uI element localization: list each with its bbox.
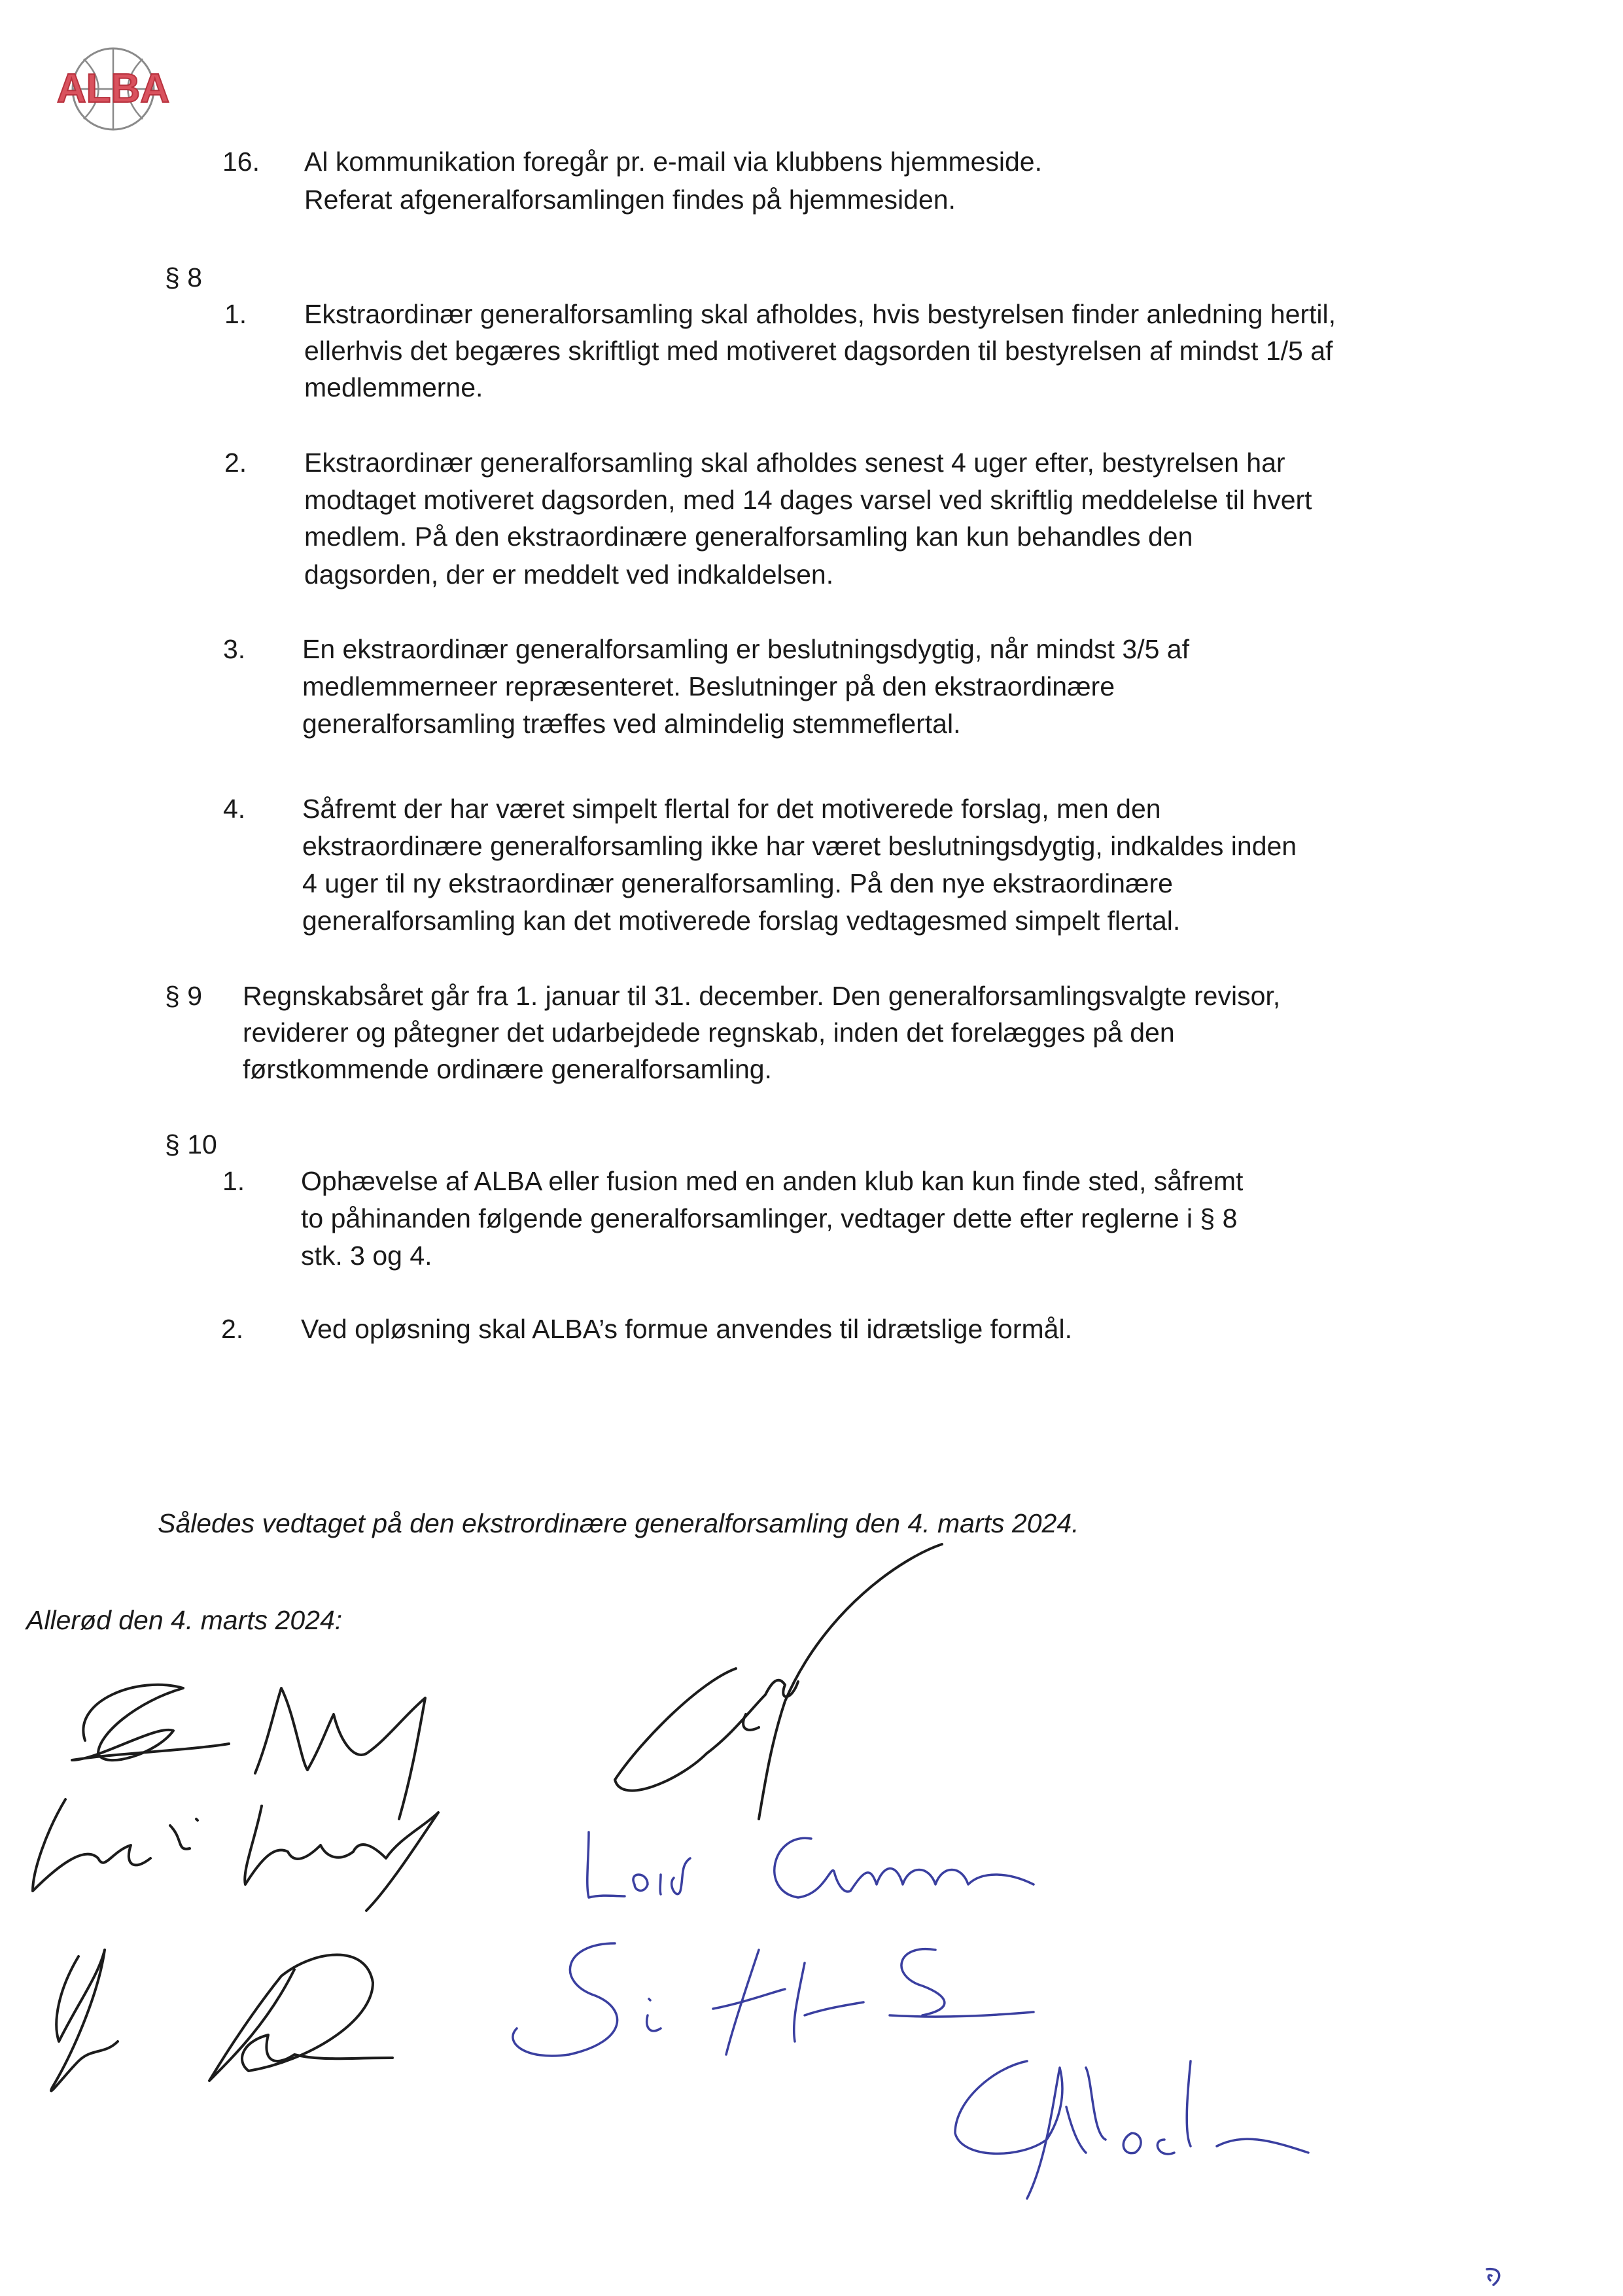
s8-p4-line-3: 4 uger til ny ekstraordinær generalforsamling. På den nye ekstraordinære (302, 868, 1173, 898)
s8-p3-number: 3. (223, 634, 246, 664)
item-16-line-2: Referat afgeneralforsamlingen findes på hjemmesiden. (304, 185, 956, 215)
s8-p4-line-1: Såfremt der har været simpelt flertal for det motiverede forslag, men den (302, 794, 1161, 824)
signature-left-3 (20, 1930, 425, 2107)
signature-right-4 (916, 2041, 1335, 2212)
s8-p1-number: 1. (224, 299, 247, 329)
closing-statement: Således vedtaget på den ekstrordinære generalforsamling den 4. marts 2024. (158, 1508, 1079, 1538)
s9-line-2: reviderer og påtegner det udarbejdede regnskab, inden det forelægges på den (243, 1017, 1175, 1048)
signature-right-2 (576, 1812, 1151, 1924)
signature-right-1 (602, 1518, 968, 1832)
section-10-heading: § 10 (165, 1129, 217, 1159)
s8-p4-line-2: ekstraordinære generalforsamling ikke har været beslutningsdygtig, indkaldes inden (302, 831, 1297, 861)
s8-p3-line-3: generalforsamling træffes ved almindelig stemmeflertal. (302, 709, 961, 739)
s8-p2-line-4: dagsorden, der er meddelt ved indkaldelsen. (304, 559, 834, 590)
s10-p1-line-3: stk. 3 og 4. (301, 1241, 432, 1271)
s8-p3-line-2: medlemmerneer repræsenteret. Beslutninger på den ekstraordinære (302, 671, 1115, 701)
s8-p2-line-2: modtaget motiveret dagsorden, med 14 dages varsel ved skriftlig meddelelse til hvert (304, 485, 1312, 515)
s8-p3-line-1: En ekstraordinær generalforsamling er beslutningsdygtig, når mindst 3/5 af (302, 634, 1189, 664)
s8-p2-line-3: medlem. På den ekstraordinære generalforsamling kan kun behandles den (304, 521, 1193, 552)
signature-left-2 (20, 1786, 451, 1917)
s9-line-1: Regnskabsåret går fra 1. januar til 31. december. Den generalforsamlingsvalgte revisor, (243, 981, 1281, 1011)
s8-p1-line-2: ellerhvis det begæres skriftligt med motiveret dagsorden til bestyrelsen af mindst 1/5 af (304, 336, 1333, 366)
s8-p1-line-3: medlemmerne. (304, 372, 483, 402)
s9-line-3: førstkommende ordinære generalforsamling. (243, 1054, 772, 1084)
s8-p1-line-1: Ekstraordinær generalforsamling skal afholdes, hvis bestyrelsen finder anledning hertil, (304, 299, 1336, 329)
s10-p2-line-1: Ved opløsning skal ALBA’s formue anvendes til idrætslige formål. (301, 1314, 1072, 1344)
s10-p1-line-2: to påhinanden følgende generalforsamlinger, vedtager dette efter reglerne i § 8 (301, 1203, 1238, 1233)
page-mark-icon (1477, 2264, 1510, 2290)
item-16-line-1: Al kommunikation foregår pr. e-mail via klubbens hjemmeside. (304, 147, 1043, 177)
s10-p2-number: 2. (221, 1314, 244, 1344)
s8-p4-line-4: generalforsamling kan det motiverede forslag vedtagesmed simpelt flertal. (302, 906, 1181, 936)
section-8-heading: § 8 (165, 262, 202, 292)
alba-logo (58, 38, 169, 136)
item-16-number: 16. (222, 147, 260, 177)
s10-p1-number: 1. (222, 1166, 245, 1196)
logo-text: ALBA (56, 66, 170, 111)
s10-p1-line-1: Ophævelse af ALBA eller fusion med en anden klub kan kun finde sted, såfremt (301, 1166, 1244, 1196)
place-and-date: Allerød den 4. marts 2024: (26, 1605, 343, 1635)
s8-p2-line-1: Ekstraordinær generalforsamling skal afholdes senest 4 uger efter, bestyrelsen har (304, 448, 1285, 478)
section-9-heading: § 9 (165, 981, 202, 1011)
s8-p4-number: 4. (223, 794, 246, 824)
s8-p2-number: 2. (224, 448, 247, 478)
basketball-logo-icon (58, 38, 169, 136)
